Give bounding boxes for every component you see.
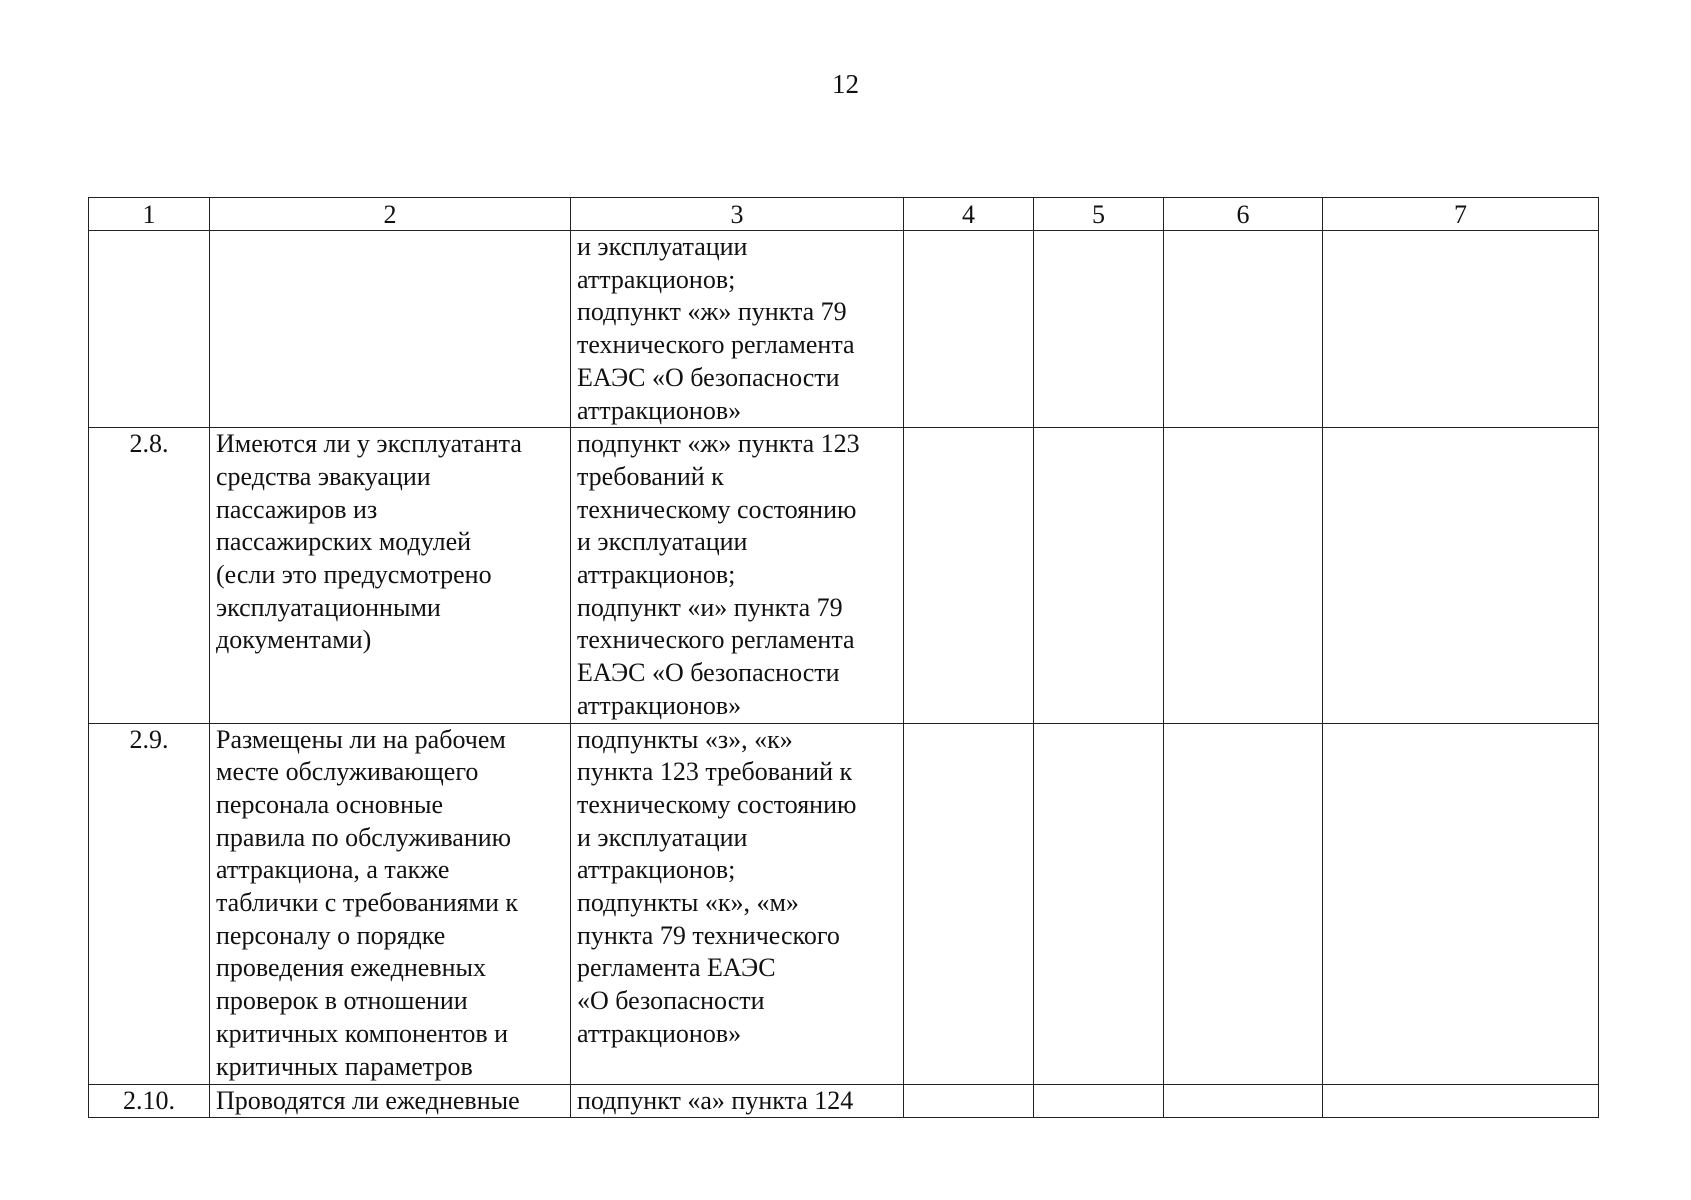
item-number: 2.8.	[89, 428, 210, 723]
item-question: Размещены ли на рабочем месте обслуживающего персонала основные правила по обслуживанию аттракциона, а также таблички с требованиями к персоналу о порядке проведения ежедневных проверок в отношении критичных компонентов и критичных параметров	[210, 723, 571, 1084]
item-cell-7	[1323, 231, 1599, 428]
item-question: Имеются ли у эксплуатанта средства эвакуации пассажиров из пассажирских модулей (если это предусмотрено эксплуатационными документами)	[210, 428, 571, 723]
item-cell-7	[1323, 1084, 1599, 1118]
item-number: 2.9.	[89, 723, 210, 1084]
column-header-3: 3	[571, 198, 904, 231]
table-row	[89, 231, 1599, 428]
column-header-4: 4	[904, 198, 1034, 231]
item-reference: подпункт «а» пункта 124	[571, 1084, 904, 1118]
table-row	[89, 1084, 1599, 1118]
item-cell-4	[904, 428, 1034, 723]
table-row	[89, 723, 1599, 1084]
item-cell-4	[904, 231, 1034, 428]
table-row	[89, 428, 1599, 723]
item-cell-5	[1034, 231, 1164, 428]
item-reference: и эксплуатации аттракционов; подпункт «ж» пункта 79 технического регламента ЕАЭС «О безопасности аттракционов»	[571, 231, 904, 428]
item-cell-4	[904, 1084, 1034, 1118]
item-number: 2.10.	[89, 1084, 210, 1118]
column-number-row	[89, 198, 1599, 231]
item-reference: подпункты «з», «к» пункта 123 требований к техническому состоянию и эксплуатации аттракционов; подпункты «к», «м» пункта 79 технического регламента ЕАЭС «О безопасности аттракционов»	[571, 723, 904, 1084]
checklist-table	[88, 197, 1599, 1118]
column-header-5: 5	[1034, 198, 1164, 231]
item-cell-7	[1323, 723, 1599, 1084]
item-cell-6	[1164, 428, 1323, 723]
item-cell-5	[1034, 428, 1164, 723]
column-header-2: 2	[210, 198, 571, 231]
item-cell-4	[904, 723, 1034, 1084]
item-cell-6	[1164, 723, 1323, 1084]
column-header-1: 1	[89, 198, 210, 231]
item-reference: подпункт «ж» пункта 123 требований к техническому состоянию и эксплуатации аттракционов; подпункт «и» пункта 79 технического регламента ЕАЭС «О безопасности аттракционов»	[571, 428, 904, 723]
column-header-7: 7	[1323, 198, 1599, 231]
page-number: 12	[832, 69, 859, 99]
item-cell-5	[1034, 723, 1164, 1084]
item-cell-7	[1323, 428, 1599, 723]
item-question: Проводятся ли ежедневные	[210, 1084, 571, 1118]
item-question	[210, 231, 571, 428]
item-cell-6	[1164, 1084, 1323, 1118]
item-cell-5	[1034, 1084, 1164, 1118]
item-cell-6	[1164, 231, 1323, 428]
item-number	[89, 231, 210, 428]
column-header-6: 6	[1164, 198, 1323, 231]
